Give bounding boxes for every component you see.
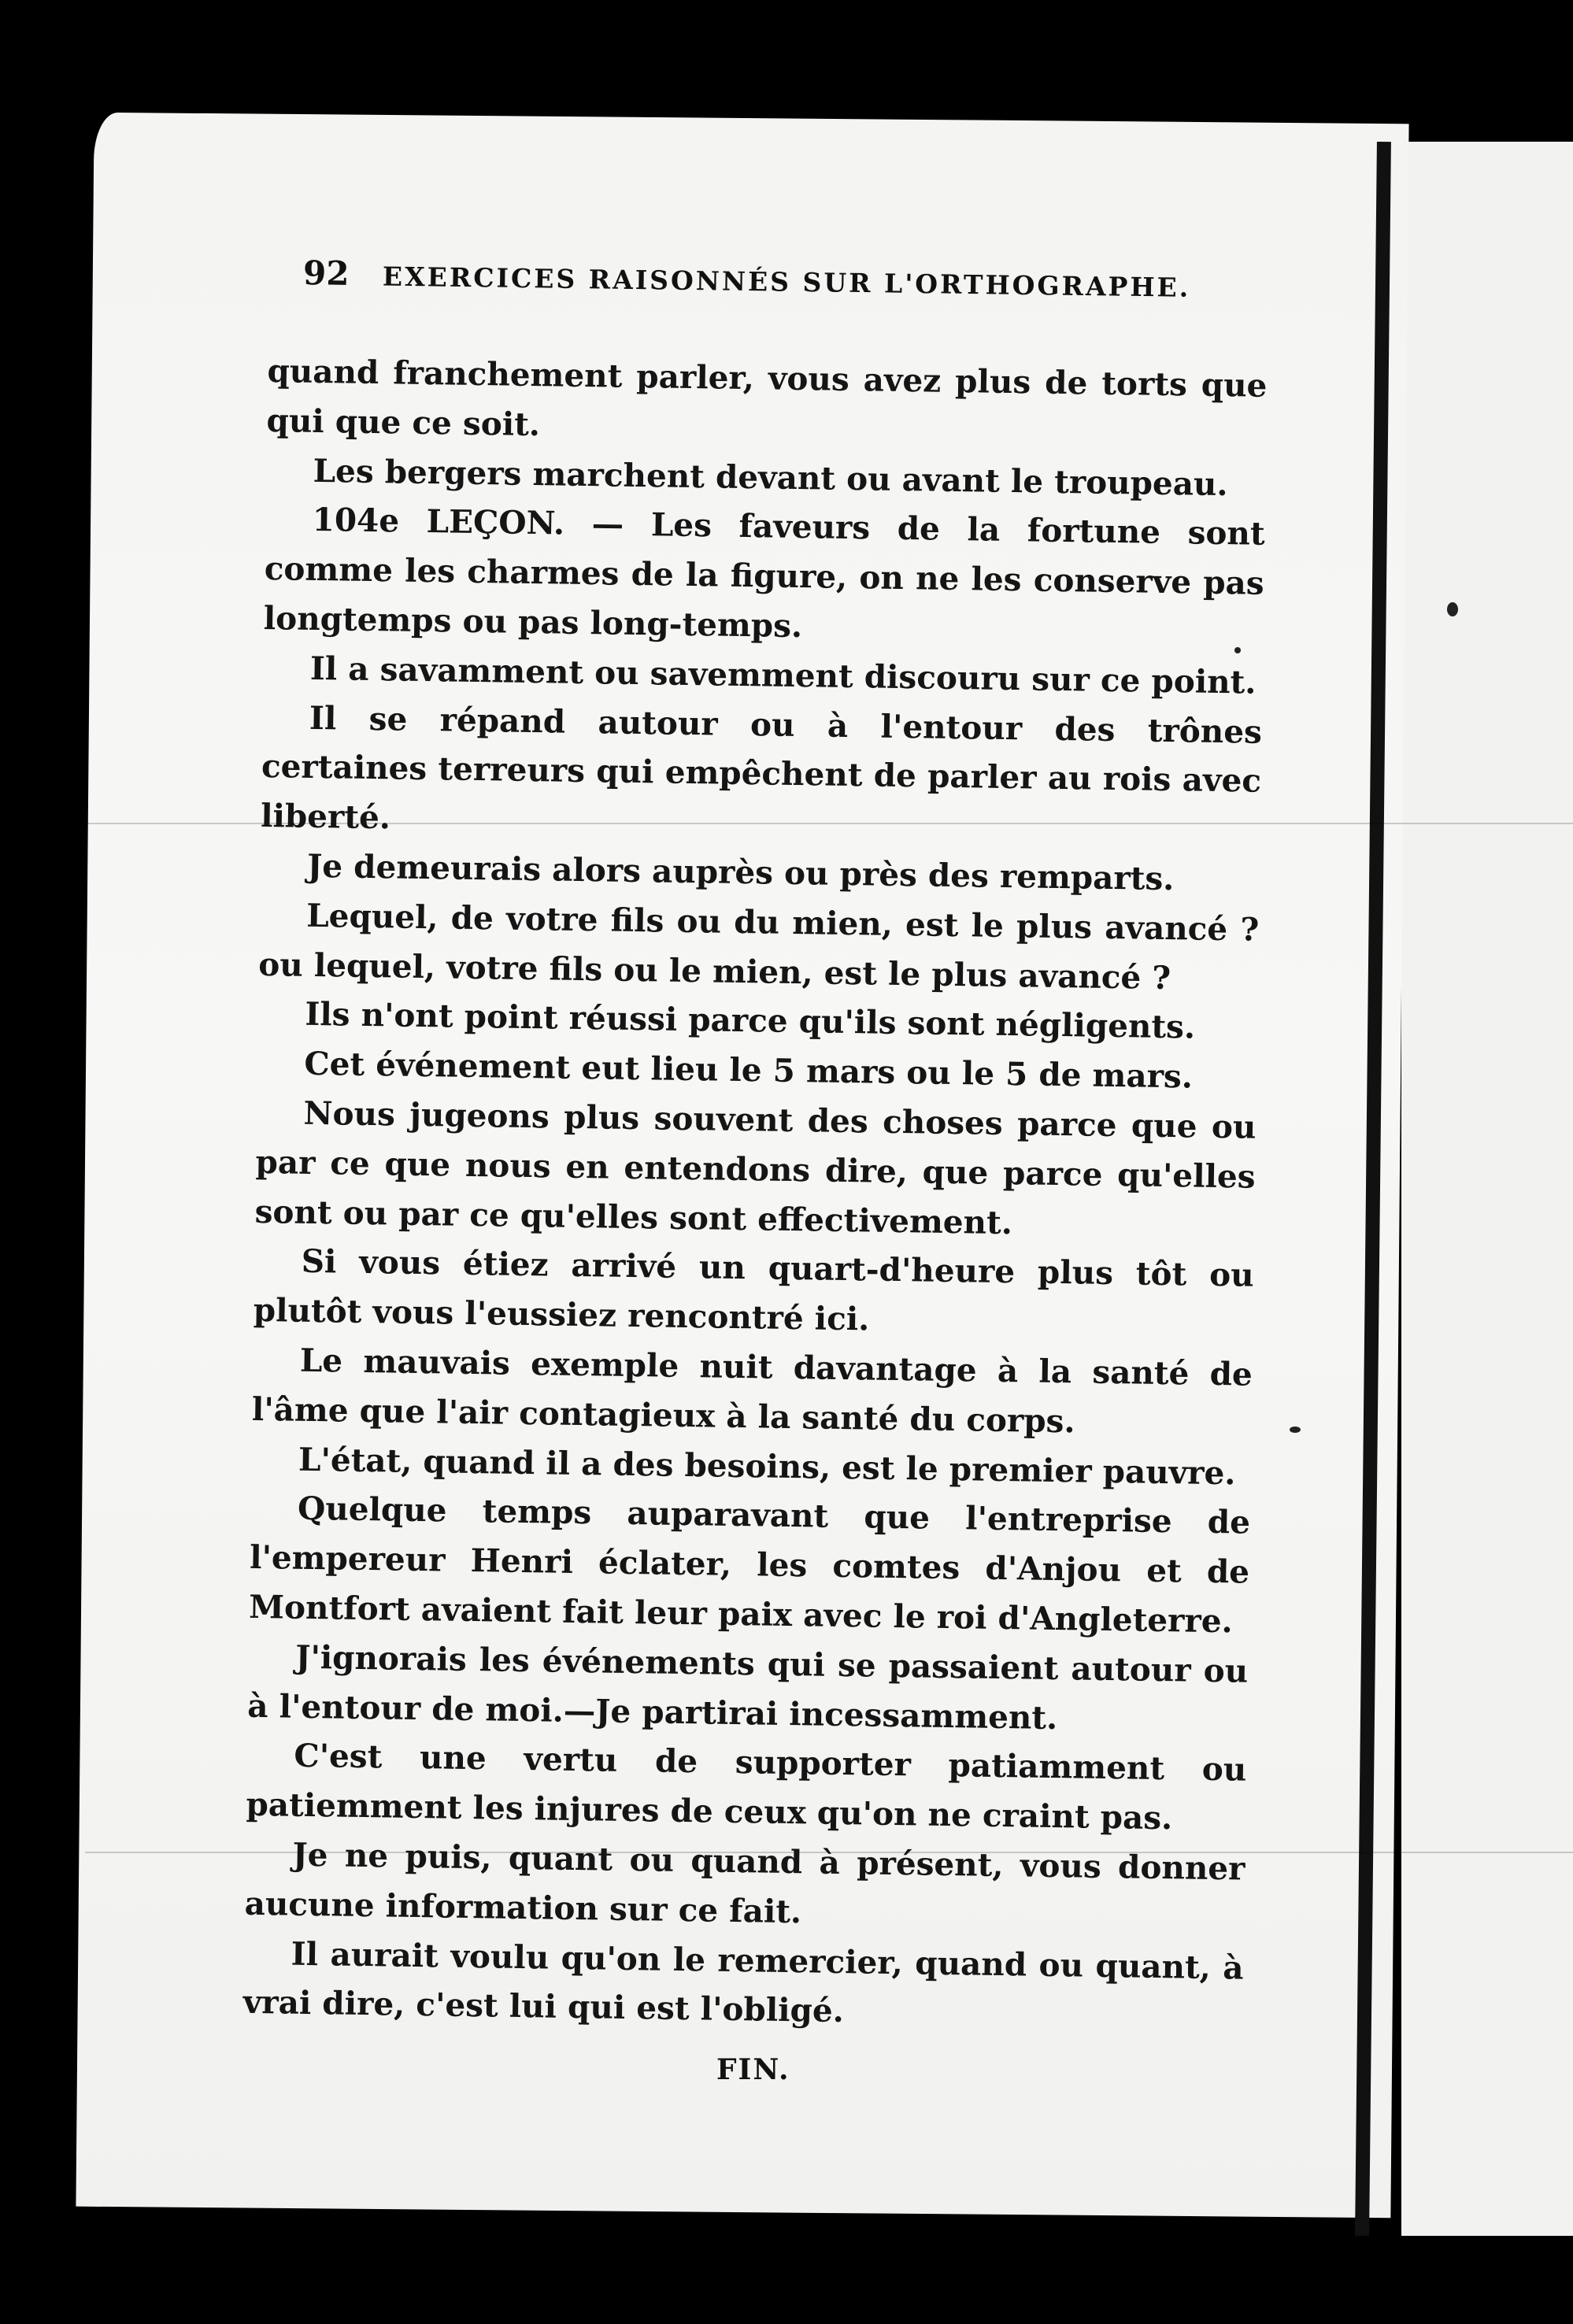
paragraph: Si vous étiez arrivé un quart-d'heure plus tôt ou plutôt vous l'eussiez rencontré ici. — [253, 1242, 1254, 1338]
paragraph: J'ignorais les événements qui se passaient autour ou à l'entour de moi.—Je partirai incessamment. — [247, 1638, 1249, 1737]
paragraph: Il aurait voulu qu'on le remercier, quand ou quant, à vrai dire, c'est lui qui est l'obligé. — [242, 1934, 1244, 2030]
paragraph: Il se répand autour ou à l'entour des trônes certaines terreurs qui empêchent de parler au rois avec liberté. — [260, 698, 1263, 837]
running-title: EXERCICES RAISONNÉS SUR L'ORTHOGRAPHE. — [382, 261, 1191, 303]
body-text — [242, 346, 1268, 2042]
paragraph: Il a savamment ou savemment discouru sur ce point. — [309, 649, 1257, 701]
paragraph: Quelque temps auparavant que l'entreprise de l'empereur Henri éclater, les comtes d'Anjou et de Montfort avaient fait leur paix avec le roi d'Angleterre. — [248, 1490, 1251, 1641]
paragraph: Les bergers marchent devant ou avant le troupeau. — [313, 451, 1228, 503]
adjacent-page-edge — [1401, 142, 1573, 2236]
paragraph: quand franchement parler, vous avez plus de torts que qui que ce soit. — [266, 351, 1268, 443]
paragraph: Je demeurais alors auprès ou près des remparts. — [306, 846, 1175, 898]
lesson-104-paragraph: 104e LEÇON. — Les faveurs de la fortune sont comme les charmes de la figure, on ne les conserve pas longtemps ou pas long-temps. — [263, 501, 1265, 646]
paragraph: Nous jugeons plus souvent des choses parce que ou par ce que nous en entendons dire, que parce qu'elles sont ou par ce qu'elles sont effectivement. — [254, 1094, 1257, 1242]
page-number: 92 — [302, 253, 350, 293]
end-mark: FIN. — [716, 2053, 790, 2086]
paragraph: C'est une vertu de supporter patiamment ou patiemment les injures de ceux qu'on ne craint pas. — [246, 1737, 1247, 1837]
paragraph: Lequel, de votre fils ou du mien, est le plus avancé ? ou lequel, votre fils ou le mien, est le plus avancé ? — [258, 896, 1260, 997]
paragraph: L'état, quand il a des besoins, est le premier pauvre. — [298, 1440, 1236, 1492]
ink-speck — [1290, 1427, 1301, 1433]
paragraph: Je ne puis, quant ou quand à présent, vous donner aucune information sur ce fait. — [244, 1835, 1245, 1930]
paragraph: Le mauvais exemple nuit davantage à la santé de l'âme que l'air contagieux à la santé du corps. — [251, 1341, 1253, 1441]
paragraph: Ils n'ont point réussi parce qu'ils sont négligents. — [305, 995, 1196, 1046]
ink-speck — [1447, 602, 1458, 616]
paragraph: Cet événement eut lieu le 5 mars ou le 5 de mars. — [304, 1044, 1194, 1096]
